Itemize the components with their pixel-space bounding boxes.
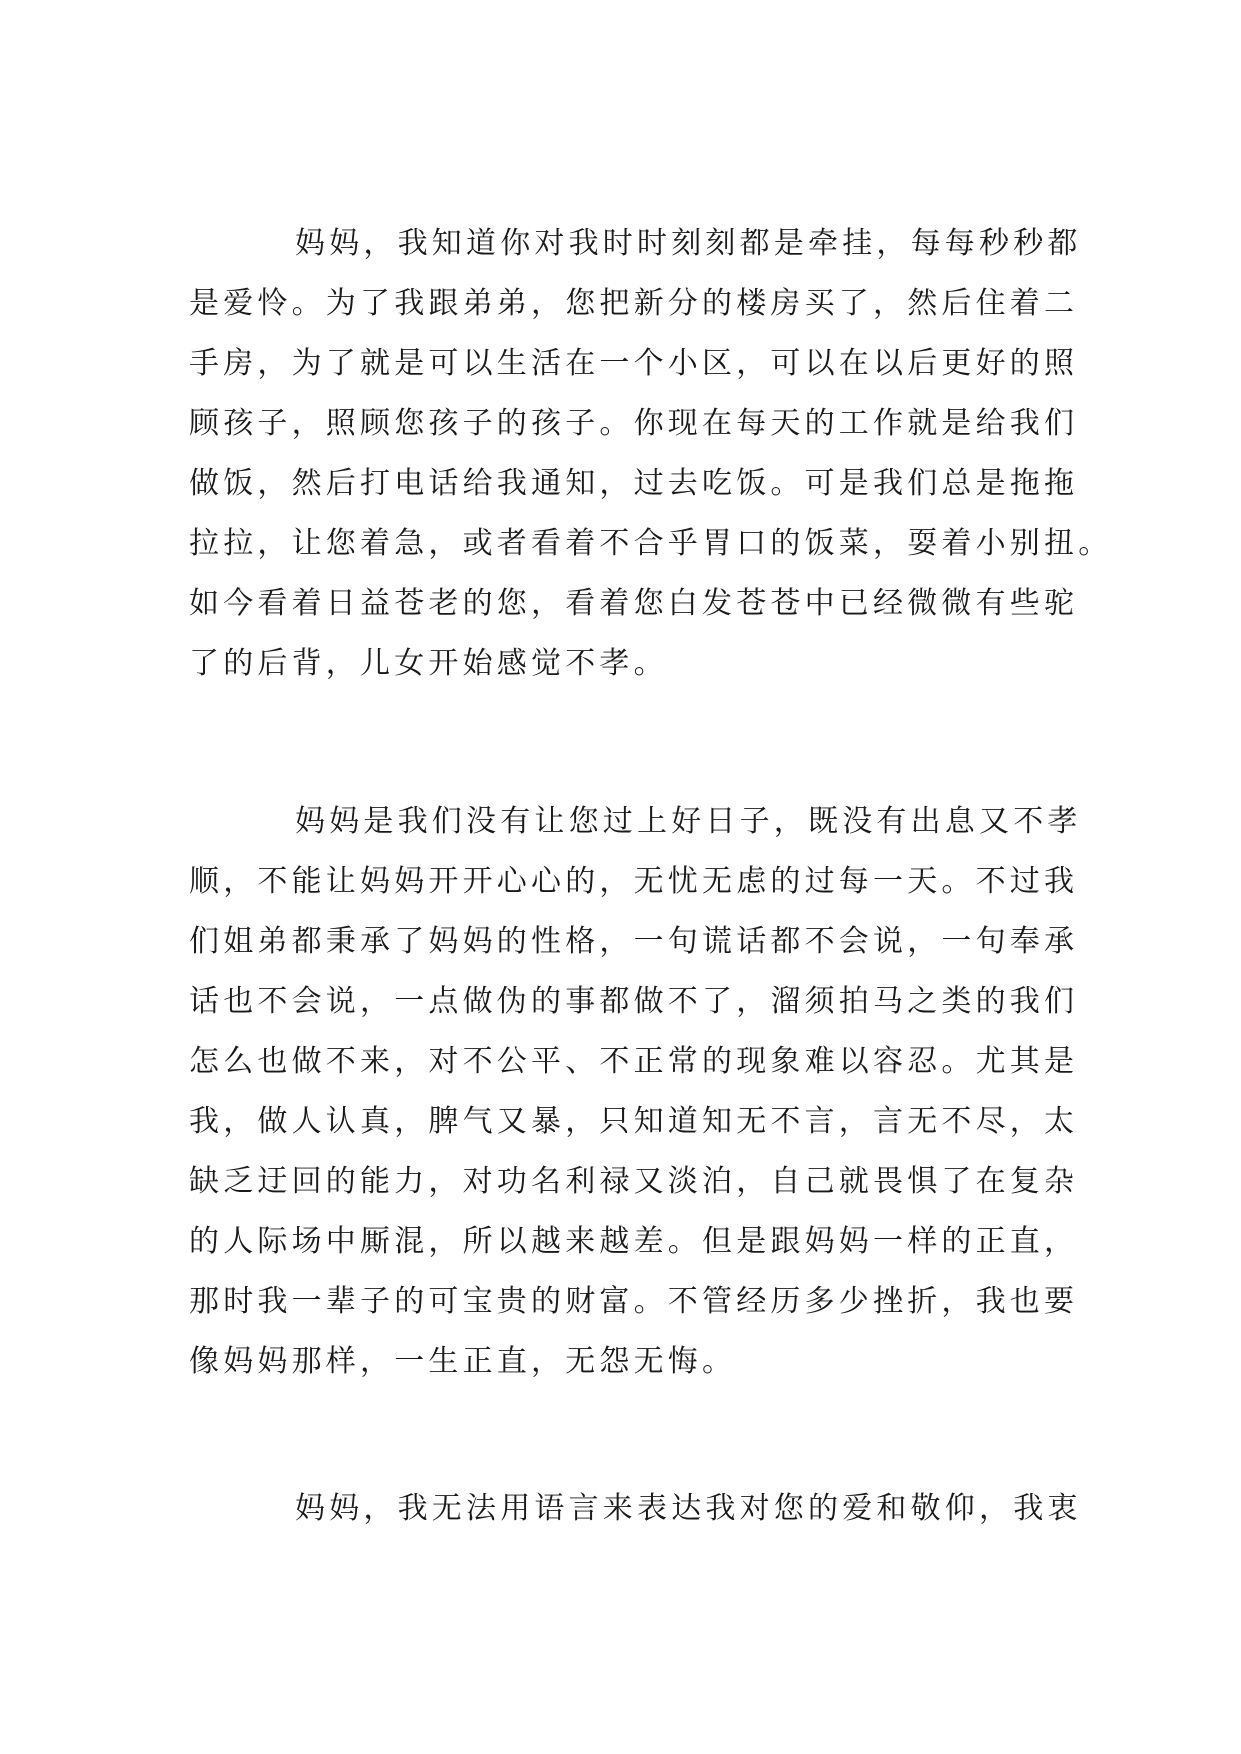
text-line: 妈妈是我们没有让您过上好日子，既没有出息又不孝	[295, 804, 1082, 839]
text-line: 做饭，然后打电话给我通知，过去吃饭。可是我们总是拖拖	[189, 466, 1079, 501]
paragraph-3	[189, 1479, 1082, 1539]
text-line: 那时我一辈子的可宝贵的财富。不管经历多少挫折，我也要	[189, 1284, 1079, 1319]
paragraph-2	[189, 792, 1082, 1392]
text-line: 怎么也做不来，对不公平、不正常的现象难以容忍。尤其是	[189, 1044, 1079, 1079]
text-line: 的人际场中厮混，所以越来越差。但是跟妈妈一样的正直，	[189, 1224, 1079, 1259]
text-line: 妈妈，我无法用语言来表达我对您的爱和敬仰，我衷	[295, 1491, 1082, 1526]
text-line: 是爱怜。为了我跟弟弟，您把新分的楼房买了，然后住着二	[189, 286, 1079, 321]
text-line: 如今看着日益苍老的您，看着您白发苍苍中已经微微有些驼	[189, 586, 1079, 621]
text-line: 顾孩子，照顾您孩子的孩子。你现在每天的工作就是给我们	[189, 406, 1079, 441]
text-line: 顺，不能让妈妈开开心心的，无忧无虑的过每一天。不过我	[189, 864, 1079, 899]
text-line: 像妈妈那样，一生正直，无怨无悔。	[189, 1344, 737, 1379]
text-line: 们姐弟都秉承了妈妈的性格，一句谎话都不会说，一句奉承	[189, 924, 1079, 959]
text-line: 手房，为了就是可以生活在一个小区，可以在以后更好的照	[189, 346, 1079, 381]
text-line: 缺乏迂回的能力，对功名利禄又淡泊，自己就畏惧了在复杂	[189, 1164, 1079, 1199]
text-line: 我，做人认真，脾气又暴，只知道知无不言，言无不尽，太	[189, 1104, 1079, 1139]
text-line: 话也不会说，一点做伪的事都做不了，溜须拍马之类的我们	[189, 984, 1079, 1019]
text-line: 了的后背，儿女开始感觉不孝。	[189, 646, 668, 681]
paragraph-1	[189, 214, 1113, 694]
text-line: 妈妈，我知道你对我时时刻刻都是牵挂，每每秒秒都	[295, 226, 1082, 261]
text-line: 拉拉，让您着急，或者看着不合乎胃口的饭菜，耍着小别扭。	[189, 526, 1113, 561]
